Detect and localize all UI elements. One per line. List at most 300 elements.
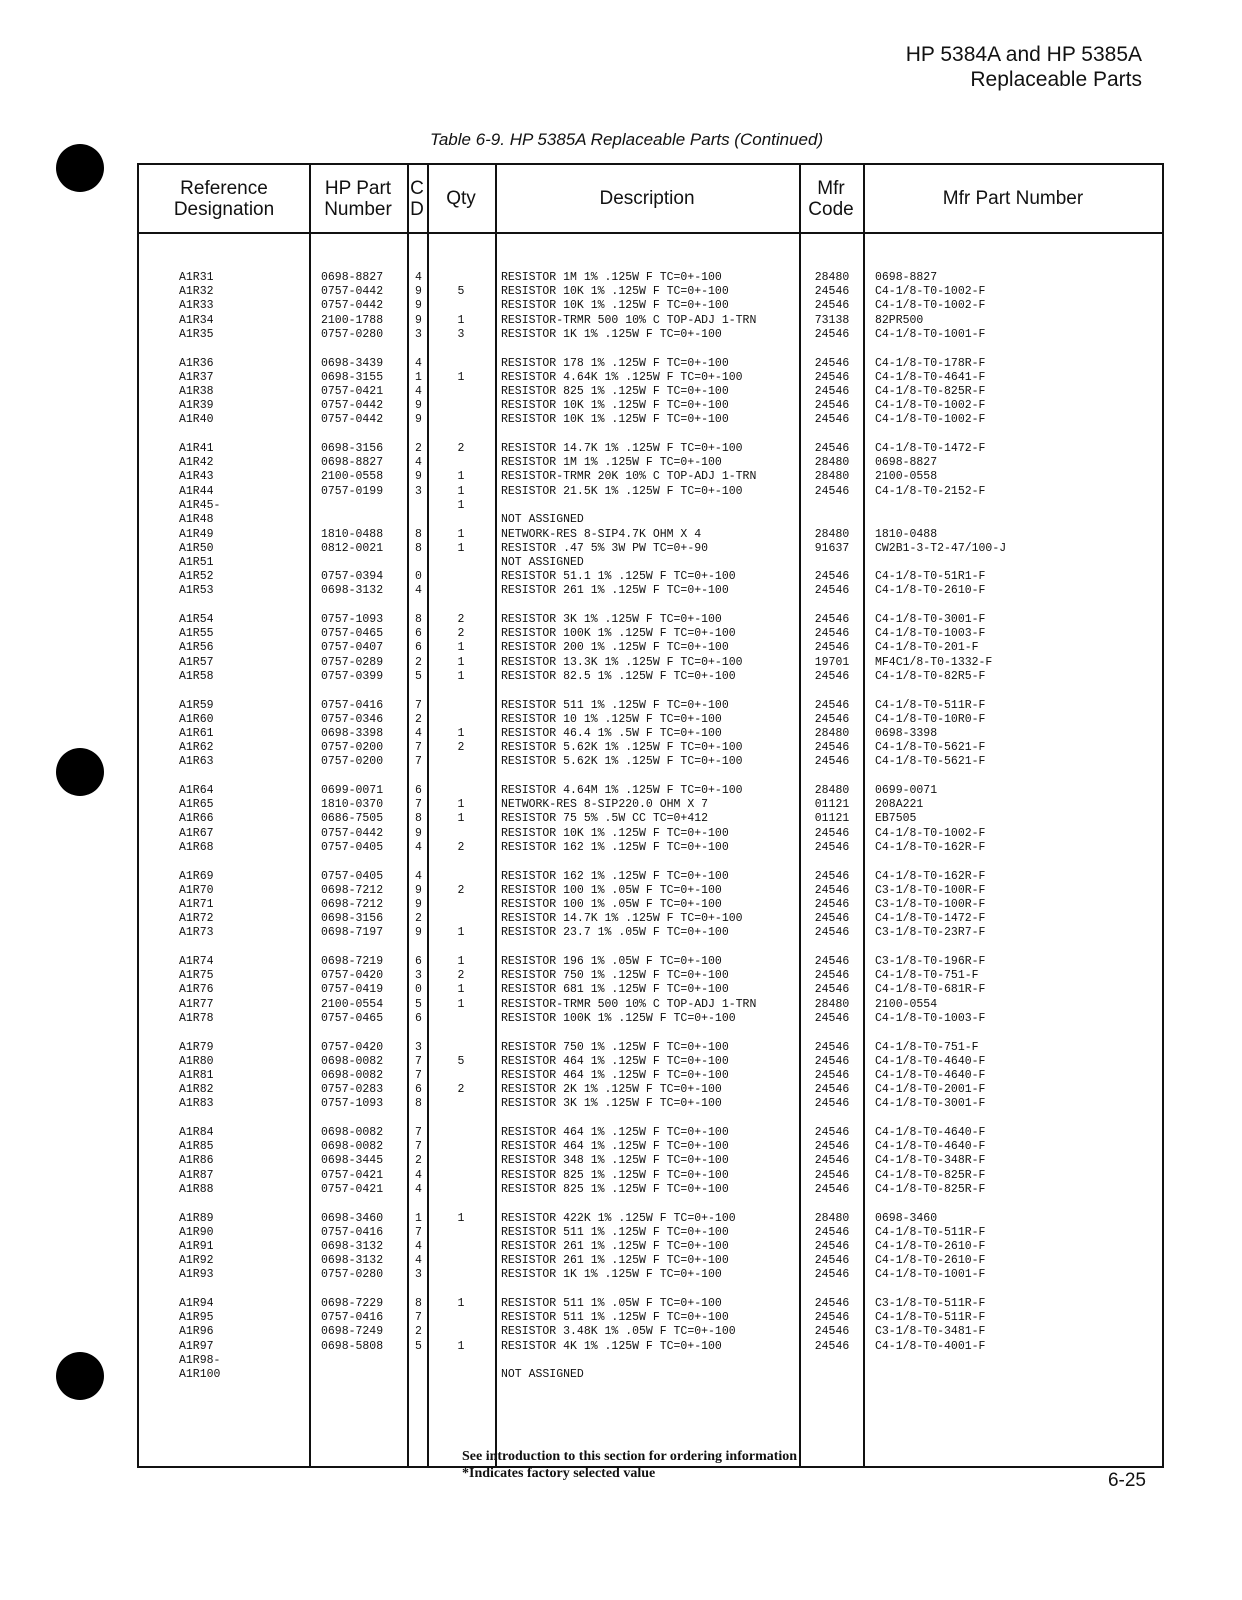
cell-description: RESISTOR 1M 1% .125W F TC=0+-100 xyxy=(501,456,722,470)
cell-hp-part-number: 0698-3398 xyxy=(321,726,384,740)
cell-hp-part-number: 0698-3156 xyxy=(321,912,384,926)
cell-cd: 6 xyxy=(415,784,422,797)
cell-hp-part-number: 0698-3439 xyxy=(321,356,384,370)
cell-hp-part-number: 1810-0370 xyxy=(321,798,384,812)
cell-qty: 2 xyxy=(457,613,465,626)
table-row xyxy=(139,670,1162,684)
cell-mfr-part-number: C4-1/8-T0-3001-F xyxy=(875,613,986,626)
cell-mfr-code: 24546 xyxy=(814,1040,850,1054)
table-row xyxy=(139,727,1162,741)
table-row xyxy=(139,1368,1162,1382)
cell-mfr-part-number: C4-1/8-T0-1002-F xyxy=(875,413,986,427)
cell-mfr-part-number: C4-1/8-T0-511R-F xyxy=(875,1225,986,1239)
cell-mfr-part-number: 2100-0558 xyxy=(875,470,938,484)
cell-reference: A1R41 xyxy=(179,442,214,455)
row-group xyxy=(139,1126,1162,1212)
cell-mfr-code: 24546 xyxy=(814,641,850,655)
cell-cd: 6 xyxy=(415,955,422,968)
table-row xyxy=(139,784,1162,798)
cell-qty: 2 xyxy=(457,883,465,897)
cell-mfr-part-number: C4-1/8-T0-178R-F xyxy=(875,356,986,370)
table-row xyxy=(139,998,1162,1012)
cell-reference: A1R70 xyxy=(179,883,214,897)
table-row xyxy=(139,1069,1162,1083)
cell-description: RESISTOR 825 1% .125W F TC=0+-100 xyxy=(501,1168,729,1182)
cell-hp-part-number: 1810-0488 xyxy=(321,527,384,541)
table-row xyxy=(139,827,1162,841)
cell-mfr-part-number: CW2B1-3-T2-47/100-J xyxy=(875,541,1007,555)
cell-qty: 1 xyxy=(457,726,465,740)
cell-reference: A1R83 xyxy=(179,1097,214,1111)
cell-description: RESISTOR 681 1% .125W F TC=0+-100 xyxy=(501,983,729,997)
cell-description: NOT ASSIGNED xyxy=(501,1367,584,1381)
table-row xyxy=(139,299,1162,313)
cell-cd: 1 xyxy=(415,1211,422,1225)
cell-hp-part-number: 0698-3460 xyxy=(321,1211,384,1225)
cell-hp-part-number: 0757-0421 xyxy=(321,384,384,398)
cell-qty: 1 xyxy=(457,470,465,484)
table-row xyxy=(139,485,1162,499)
cell-cd: 8 xyxy=(415,1297,422,1310)
cell-reference: A1R67 xyxy=(179,826,214,840)
row-group xyxy=(139,870,1162,956)
cell-hp-part-number: 0757-0399 xyxy=(321,669,384,683)
cell-cd: 6 xyxy=(415,1011,422,1025)
cell-description: RESISTOR 75 5% .5W CC TC=0+412 xyxy=(501,812,709,826)
cell-mfr-part-number: C4-1/8-T0-4641-F xyxy=(875,370,986,384)
cell-reference: A1R87 xyxy=(179,1168,214,1182)
cell-mfr-code: 24546 xyxy=(814,442,850,455)
cell-mfr-code: 24546 xyxy=(814,869,850,883)
cell-description: RESISTOR 825 1% .125W F TC=0+-100 xyxy=(501,1182,729,1196)
cell-description: RESISTOR 100K 1% .125W F TC=0+-100 xyxy=(501,1011,736,1025)
cell-description: RESISTOR 4.64M 1% .125W F TC=0+-100 xyxy=(501,784,743,797)
cell-reference: A1R58 xyxy=(179,669,214,683)
page-number: 6-25 xyxy=(1107,1470,1146,1491)
cell-reference: A1R64 xyxy=(179,784,214,797)
cell-reference: A1R90 xyxy=(179,1225,214,1239)
cell-reference: A1R63 xyxy=(179,755,214,769)
cell-mfr-part-number: C4-1/8-T0-1003-F xyxy=(875,1011,986,1025)
cell-description: RESISTOR 5.62K 1% .125W F TC=0+-100 xyxy=(501,741,743,755)
cell-reference: A1R100 xyxy=(179,1367,221,1381)
cell-hp-part-number: 2100-1788 xyxy=(321,313,384,327)
cell-description: RESISTOR 100K 1% .125W F TC=0+-100 xyxy=(501,627,736,641)
cell-description: RESISTOR 511 1% .125W F TC=0+-100 xyxy=(501,1311,729,1325)
cell-mfr-part-number: C4-1/8-T0-162R-F xyxy=(875,840,986,854)
cell-mfr-code: 28480 xyxy=(814,997,850,1011)
cell-reference: A1R60 xyxy=(179,712,214,726)
cell-hp-part-number: 0698-8827 xyxy=(321,456,384,470)
cell-mfr-part-number: 2100-0554 xyxy=(875,997,938,1011)
cell-cd: 9 xyxy=(415,826,422,840)
cell-hp-part-number: 0812-0021 xyxy=(321,541,384,555)
cell-hp-part-number: 0757-0421 xyxy=(321,1182,384,1196)
cell-mfr-part-number: C4-1/8-T0-2610-F xyxy=(875,1239,986,1253)
cell-qty: 1 xyxy=(457,669,465,683)
cell-description: RESISTOR-TRMR 500 10% C TOP-ADJ 1-TRN xyxy=(501,997,757,1011)
cell-hp-part-number: 0757-0346 xyxy=(321,712,384,726)
cell-mfr-code: 24546 xyxy=(814,413,850,427)
table-row xyxy=(139,798,1162,812)
cell-cd: 4 xyxy=(415,726,422,740)
cell-cd: 2 xyxy=(415,712,422,726)
cell-hp-part-number: 0757-0405 xyxy=(321,840,384,854)
cell-mfr-code: 24546 xyxy=(814,299,850,313)
cell-mfr-part-number: C4-1/8-T0-1472-F xyxy=(875,442,986,455)
cell-mfr-code: 24546 xyxy=(814,285,850,299)
cell-cd: 4 xyxy=(415,1168,422,1182)
cell-qty: 1 xyxy=(457,997,465,1011)
cell-description: RESISTOR 46.4 1% .5W F TC=0+-100 xyxy=(501,726,722,740)
cell-mfr-part-number: C4-1/8-T0-1001-F xyxy=(875,1268,986,1282)
header-text: Description xyxy=(599,188,695,209)
table-row xyxy=(139,955,1162,969)
cell-reference: A1R89 xyxy=(179,1211,214,1225)
cell-mfr-part-number: C4-1/8-T0-4640-F xyxy=(875,1140,986,1154)
cell-mfr-code: 24546 xyxy=(814,1239,850,1253)
cell-mfr-part-number: C4-1/8-T0-511R-F xyxy=(875,1311,986,1325)
cell-description: RESISTOR 10K 1% .125W F TC=0+-100 xyxy=(501,285,729,299)
cell-reference: A1R35 xyxy=(179,327,214,341)
cell-mfr-code: 28480 xyxy=(814,1211,850,1225)
table-row xyxy=(139,627,1162,641)
cell-reference: A1R93 xyxy=(179,1268,214,1282)
cell-description: RESISTOR 13.3K 1% .125W F TC=0+-100 xyxy=(501,655,743,669)
cell-reference: A1R81 xyxy=(179,1068,214,1082)
cell-hp-part-number: 0757-0416 xyxy=(321,1311,384,1325)
cell-hp-part-number: 0698-3156 xyxy=(321,442,384,455)
cell-mfr-code: 28480 xyxy=(814,784,850,797)
table-row xyxy=(139,1169,1162,1183)
cell-reference: A1R59 xyxy=(179,698,214,712)
table-row xyxy=(139,912,1162,926)
cell-cd: 2 xyxy=(415,1325,422,1339)
cell-reference: A1R39 xyxy=(179,399,214,413)
cell-cd: 9 xyxy=(415,399,422,413)
cell-mfr-part-number: C4-1/8-T0-825R-F xyxy=(875,1182,986,1196)
footer-note xyxy=(462,1448,797,1482)
row-group xyxy=(139,1212,1162,1298)
cell-mfr-code: 24546 xyxy=(814,399,850,413)
cell-description: RESISTOR 10K 1% .125W F TC=0+-100 xyxy=(501,299,729,313)
cell-mfr-part-number: 0699-0071 xyxy=(875,784,938,797)
cell-qty: 1 xyxy=(457,812,465,826)
cell-mfr-code: 24546 xyxy=(814,327,850,341)
cell-description: RESISTOR 5.62K 1% .125W F TC=0+-100 xyxy=(501,755,743,769)
cell-description: RESISTOR 511 1% .125W F TC=0+-100 xyxy=(501,698,729,712)
row-group xyxy=(139,699,1162,785)
table-row xyxy=(139,542,1162,556)
cell-hp-part-number: 0698-7229 xyxy=(321,1297,384,1310)
cell-hp-part-number: 0698-0082 xyxy=(321,1054,384,1068)
cell-cd: 9 xyxy=(415,883,422,897)
cell-description: RESISTOR 348 1% .125W F TC=0+-100 xyxy=(501,1154,729,1168)
cell-cd: 5 xyxy=(415,1339,422,1353)
cell-reference: A1R77 xyxy=(179,997,214,1011)
cell-mfr-part-number: 82PR500 xyxy=(875,313,924,327)
table-row xyxy=(139,741,1162,755)
table-row xyxy=(139,528,1162,542)
cell-description: RESISTOR 825 1% .125W F TC=0+-100 xyxy=(501,384,729,398)
cell-mfr-code: 24546 xyxy=(814,584,850,598)
table-body xyxy=(139,271,1162,1383)
cell-reference: A1R75 xyxy=(179,969,214,983)
cell-mfr-part-number: C4-1/8-T0-681R-F xyxy=(875,983,986,997)
table-row xyxy=(139,870,1162,884)
cell-mfr-code: 24546 xyxy=(814,840,850,854)
cell-mfr-part-number: C4-1/8-T0-2152-F xyxy=(875,484,986,498)
cell-description: RESISTOR 4K 1% .125W F TC=0+-100 xyxy=(501,1339,722,1353)
cell-mfr-part-number: C4-1/8-T0-1001-F xyxy=(875,327,986,341)
cell-mfr-part-number: C4-1/8-T0-2610-F xyxy=(875,584,986,598)
cell-description: RESISTOR 511 1% .125W F TC=0+-100 xyxy=(501,1225,729,1239)
cell-reference: A1R43 xyxy=(179,470,214,484)
cell-hp-part-number: 0757-0416 xyxy=(321,1225,384,1239)
cell-mfr-code: 24546 xyxy=(814,570,850,584)
cell-description: RESISTOR 10K 1% .125W F TC=0+-100 xyxy=(501,399,729,413)
cell-description: RESISTOR-TRMR 500 10% C TOP-ADJ 1-TRN xyxy=(501,313,757,327)
cell-cd: 6 xyxy=(415,641,422,655)
cell-mfr-part-number: C4-1/8-T0-1002-F xyxy=(875,399,986,413)
cell-mfr-part-number: C4-1/8-T0-51R1-F xyxy=(875,570,986,584)
cell-reference: A1R91 xyxy=(179,1239,214,1253)
cell-reference: A1R62 xyxy=(179,741,214,755)
cell-reference: A1R94 xyxy=(179,1297,214,1310)
table-row xyxy=(139,969,1162,983)
cell-mfr-code: 24546 xyxy=(814,669,850,683)
cell-mfr-part-number: C4-1/8-T0-1472-F xyxy=(875,912,986,926)
cell-qty: 1 xyxy=(457,498,465,512)
cell-description: RESISTOR 100 1% .05W F TC=0+-100 xyxy=(501,897,722,911)
cell-reference: A1R37 xyxy=(179,370,214,384)
cell-qty: 1 xyxy=(457,1211,465,1225)
cell-reference: A1R74 xyxy=(179,955,214,968)
table-row xyxy=(139,812,1162,826)
cell-mfr-code: 24546 xyxy=(814,384,850,398)
cell-reference: A1R36 xyxy=(179,356,214,370)
cell-cd: 8 xyxy=(415,812,422,826)
cell-cd: 9 xyxy=(415,299,422,313)
header-qty xyxy=(427,165,495,232)
cell-hp-part-number: 0757-0420 xyxy=(321,969,384,983)
cell-mfr-part-number: C4-1/8-T0-5621-F xyxy=(875,741,986,755)
cell-description: RESISTOR 2K 1% .125W F TC=0+-100 xyxy=(501,1083,722,1097)
table-row xyxy=(139,898,1162,912)
cell-mfr-code: 01121 xyxy=(814,812,850,826)
cell-qty: 2 xyxy=(457,627,465,641)
table-row xyxy=(139,1140,1162,1154)
cell-cd: 7 xyxy=(415,698,422,712)
cell-mfr-code: 24546 xyxy=(814,1225,850,1239)
cell-mfr-part-number: C4-1/8-T0-1003-F xyxy=(875,627,986,641)
cell-mfr-part-number: 208A221 xyxy=(875,798,924,812)
cell-hp-part-number: 2100-0558 xyxy=(321,470,384,484)
table-row xyxy=(139,1083,1162,1097)
cell-reference: A1R82 xyxy=(179,1083,214,1097)
cell-description: RESISTOR 1K 1% .125W F TC=0+-100 xyxy=(501,1268,722,1282)
cell-qty: 1 xyxy=(457,798,465,812)
table-row xyxy=(139,983,1162,997)
cell-cd: 4 xyxy=(415,1239,422,1253)
document-header xyxy=(906,42,1142,92)
cell-qty: 1 xyxy=(457,983,465,997)
cell-hp-part-number: 0757-0394 xyxy=(321,570,384,584)
cell-description: NOT ASSIGNED xyxy=(501,512,584,526)
binder-hole xyxy=(56,144,104,192)
cell-reference: A1R48 xyxy=(179,512,214,526)
table-row xyxy=(139,271,1162,285)
table-caption: Table 6-9. HP 5385A Replaceable Parts (Continued) xyxy=(430,130,824,149)
cell-mfr-code: 24546 xyxy=(814,484,850,498)
table-row xyxy=(139,1354,1162,1368)
cell-reference: A1R71 xyxy=(179,897,214,911)
cell-reference: A1R72 xyxy=(179,912,214,926)
cell-cd: 6 xyxy=(415,1083,422,1097)
cell-mfr-part-number: C4-1/8-T0-1002-F xyxy=(875,285,986,299)
cell-mfr-part-number: C3-1/8-T0-196R-F xyxy=(875,955,986,968)
cell-hp-part-number: 0757-0442 xyxy=(321,413,384,427)
table-row xyxy=(139,513,1162,527)
cell-hp-part-number: 0757-0280 xyxy=(321,327,384,341)
cell-mfr-code: 24546 xyxy=(814,1311,850,1325)
cell-mfr-code: 24546 xyxy=(814,1325,850,1339)
cell-cd: 4 xyxy=(415,1182,422,1196)
table-row xyxy=(139,556,1162,570)
table-row xyxy=(139,613,1162,627)
cell-cd: 9 xyxy=(415,897,422,911)
cell-mfr-part-number: C4-1/8-T0-2610-F xyxy=(875,1254,986,1268)
cell-reference: A1R32 xyxy=(179,285,214,299)
cell-mfr-part-number: C4-1/8-T0-751-F xyxy=(875,1040,979,1054)
cell-mfr-code: 24546 xyxy=(814,912,850,926)
cell-reference: A1R97 xyxy=(179,1339,214,1353)
cell-hp-part-number: 0698-0082 xyxy=(321,1126,384,1139)
table-row xyxy=(139,699,1162,713)
table-row xyxy=(139,713,1162,727)
cell-mfr-code: 24546 xyxy=(814,613,850,626)
cell-description: RESISTOR 750 1% .125W F TC=0+-100 xyxy=(501,1040,729,1054)
cell-hp-part-number: 0698-0082 xyxy=(321,1068,384,1082)
cell-cd: 4 xyxy=(415,840,422,854)
table-row xyxy=(139,884,1162,898)
table-row xyxy=(139,570,1162,584)
table-row xyxy=(139,470,1162,484)
cell-qty: 5 xyxy=(457,285,465,299)
header-text: Reference xyxy=(180,177,268,199)
cell-reference: A1R84 xyxy=(179,1126,214,1139)
row-group xyxy=(139,357,1162,443)
table-row xyxy=(139,1254,1162,1268)
cell-cd: 2 xyxy=(415,912,422,926)
cell-mfr-code: 28480 xyxy=(814,527,850,541)
header-mfr-part-number xyxy=(863,165,1163,232)
cell-hp-part-number: 0757-0442 xyxy=(321,299,384,313)
cell-description: RESISTOR 196 1% .05W F TC=0+-100 xyxy=(501,955,722,968)
cell-mfr-part-number: C3-1/8-T0-100R-F xyxy=(875,883,986,897)
cell-hp-part-number: 0757-0419 xyxy=(321,983,384,997)
table-row xyxy=(139,1240,1162,1254)
cell-mfr-part-number: 0698-8827 xyxy=(875,456,938,470)
cell-qty: 1 xyxy=(457,655,465,669)
cell-mfr-part-number: C4-1/8-T0-1002-F xyxy=(875,299,986,313)
cell-description: RESISTOR 178 1% .125W F TC=0+-100 xyxy=(501,356,729,370)
cell-description: NETWORK-RES 8-SIP4.7K OHM X 4 xyxy=(501,527,702,541)
cell-mfr-part-number: C4-1/8-T0-3001-F xyxy=(875,1097,986,1111)
cell-cd: 7 xyxy=(415,1126,422,1139)
cell-qty: 1 xyxy=(457,955,465,968)
cell-hp-part-number: 0698-7212 xyxy=(321,897,384,911)
cell-mfr-code: 24546 xyxy=(814,983,850,997)
cell-reference: A1R34 xyxy=(179,313,214,327)
cell-mfr-code: 24546 xyxy=(814,1140,850,1154)
cell-mfr-part-number: C4-1/8-T0-162R-F xyxy=(875,869,986,883)
cell-mfr-code: 24546 xyxy=(814,755,850,769)
cell-mfr-code: 24546 xyxy=(814,370,850,384)
cell-description: RESISTOR 422K 1% .125W F TC=0+-100 xyxy=(501,1211,736,1225)
cell-mfr-code: 24546 xyxy=(814,1182,850,1196)
cell-reference: A1R57 xyxy=(179,655,214,669)
cell-mfr-code: 24546 xyxy=(814,1268,850,1282)
cell-description: RESISTOR-TRMR 20K 10% C TOP-ADJ 1-TRN xyxy=(501,470,757,484)
cell-description: RESISTOR 100 1% .05W F TC=0+-100 xyxy=(501,883,722,897)
cell-hp-part-number: 0698-7212 xyxy=(321,883,384,897)
cell-reference: A1R73 xyxy=(179,926,214,940)
cell-description: RESISTOR 23.7 1% .05W F TC=0+-100 xyxy=(501,926,729,940)
cell-hp-part-number: 0757-0289 xyxy=(321,655,384,669)
ordering-info-note: See introduction to this section for ordering information xyxy=(462,1449,798,1464)
cell-mfr-code: 24546 xyxy=(814,712,850,726)
cell-reference: A1R31 xyxy=(179,271,214,284)
table-row xyxy=(139,1183,1162,1197)
cell-reference: A1R50 xyxy=(179,541,214,555)
cell-description: RESISTOR 82.5 1% .125W F TC=0+-100 xyxy=(501,669,736,683)
table-row xyxy=(139,755,1162,769)
header-hp-part-number xyxy=(309,165,407,232)
cell-qty: 5 xyxy=(457,1054,465,1068)
cell-mfr-code: 91637 xyxy=(814,541,850,555)
table-row xyxy=(139,314,1162,328)
cell-hp-part-number: 0757-1093 xyxy=(321,613,384,626)
cell-description: NOT ASSIGNED xyxy=(501,555,584,569)
cell-mfr-code: 28480 xyxy=(814,456,850,470)
cell-hp-part-number: 0757-0442 xyxy=(321,285,384,299)
cell-cd: 3 xyxy=(415,327,422,341)
cell-reference: A1R96 xyxy=(179,1325,214,1339)
cell-hp-part-number: 0757-0416 xyxy=(321,698,384,712)
cell-cd: 7 xyxy=(415,1054,422,1068)
cell-mfr-code: 73138 xyxy=(814,313,850,327)
cell-mfr-part-number: C4-1/8-T0-2001-F xyxy=(875,1083,986,1097)
cell-mfr-code: 24546 xyxy=(814,1297,850,1310)
cell-hp-part-number: 0757-0280 xyxy=(321,1268,384,1282)
cell-description: RESISTOR 14.7K 1% .125W F TC=0+-100 xyxy=(501,442,743,455)
cell-reference: A1R68 xyxy=(179,840,214,854)
cell-qty: 2 xyxy=(457,840,465,854)
cell-description: RESISTOR 464 1% .125W F TC=0+-100 xyxy=(501,1126,729,1139)
cell-reference: A1R86 xyxy=(179,1154,214,1168)
table-row xyxy=(139,1055,1162,1069)
cell-description: RESISTOR 10K 1% .125W F TC=0+-100 xyxy=(501,826,729,840)
binder-hole xyxy=(56,1352,104,1400)
table-row xyxy=(139,499,1162,513)
cell-qty: 1 xyxy=(457,541,465,555)
cell-cd: 9 xyxy=(415,313,422,327)
table-row xyxy=(139,413,1162,427)
cell-hp-part-number: 0757-0199 xyxy=(321,484,384,498)
cell-mfr-code: 24546 xyxy=(814,969,850,983)
cell-hp-part-number: 2100-0554 xyxy=(321,997,384,1011)
